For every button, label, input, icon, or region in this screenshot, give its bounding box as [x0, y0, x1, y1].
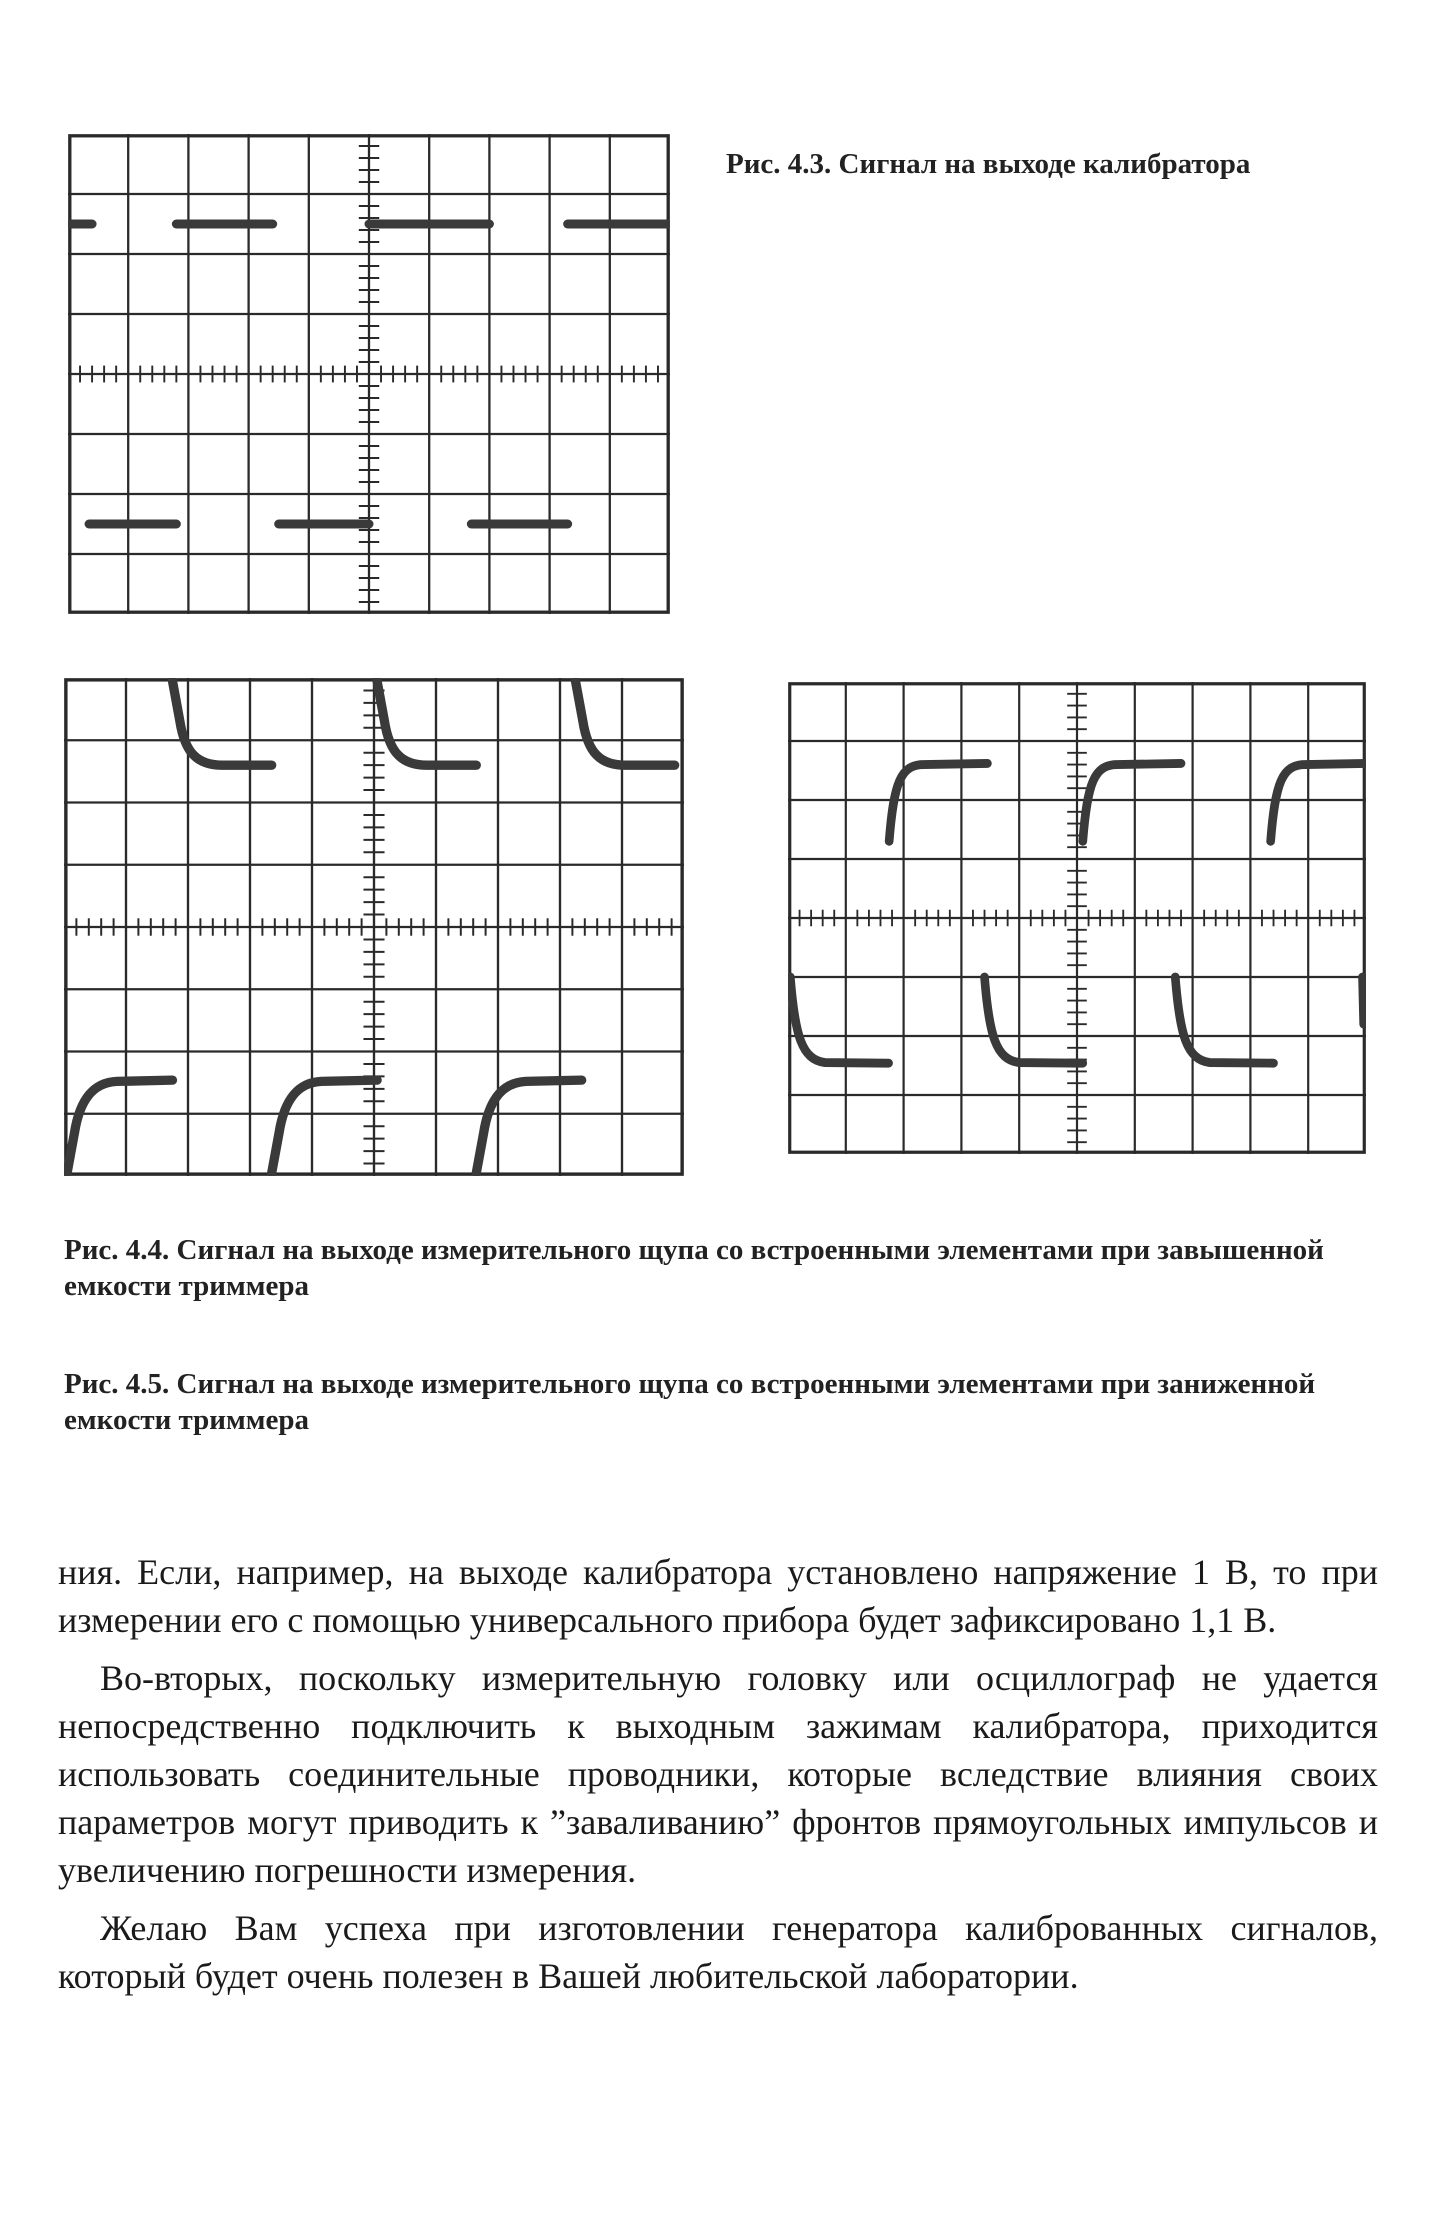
scope-figure-4-3	[68, 134, 670, 614]
caption-figure-4-4: Рис. 4.4. Сигнал на выходе измерительного щупа со встроенными элементами при завышенной емкости триммера	[64, 1234, 1324, 1302]
trace-decay-low	[67, 1080, 172, 1173]
oscillogram-4-5	[788, 682, 1366, 1154]
paragraph-3: Желаю Вам успеха при изготовлении генератора калиброванных сигналов, который будет очень полезен в Вашей любительской лаборатории.	[58, 1908, 1378, 1996]
scope-figure-4-4	[64, 678, 684, 1176]
trace-decay-low	[272, 1080, 377, 1173]
trace-fall-low	[1175, 977, 1273, 1063]
paragraph-1: ния. Если, например, на выходе калибратора установлено напряжение 1 В, то при измерении его с помощью универсального прибора будет зафиксировано 1,1 В.	[58, 1552, 1378, 1640]
paragraph-2: Во-вторых, поскольку измерительную головку или осциллограф не удается непосредственно подключить к выходным зажимам калибратора, приходится использовать соединительные проводники, которые вследствие влияния своих параметров могут приводить к ”заваливанию” фронтов прямоугольных импульсов и увеличению погрешности измерения.	[58, 1658, 1378, 1890]
oscillogram-4-4	[64, 678, 684, 1176]
trace-rise-high	[1083, 763, 1181, 841]
caption-figure-4-3: Рис. 4.3. Сигнал на выходе калибратора	[726, 148, 1251, 180]
trace-fall-low	[985, 977, 1083, 1063]
trace-fall-low	[790, 977, 888, 1063]
oscillogram-4-3	[68, 134, 670, 614]
trace-decay-high	[576, 681, 675, 765]
caption-figure-4-5: Рис. 4.5. Сигнал на выходе измерительного щупа со встроенными элементами при заниженной емкости триммера	[64, 1368, 1316, 1436]
body-text	[58, 1548, 1378, 2010]
trace-decay-low	[476, 1080, 581, 1173]
trace-rise-high	[1271, 763, 1366, 841]
trace-decay-high	[377, 681, 476, 765]
scope-figure-4-5	[788, 682, 1366, 1154]
trace-fall-edge	[1363, 977, 1364, 1024]
